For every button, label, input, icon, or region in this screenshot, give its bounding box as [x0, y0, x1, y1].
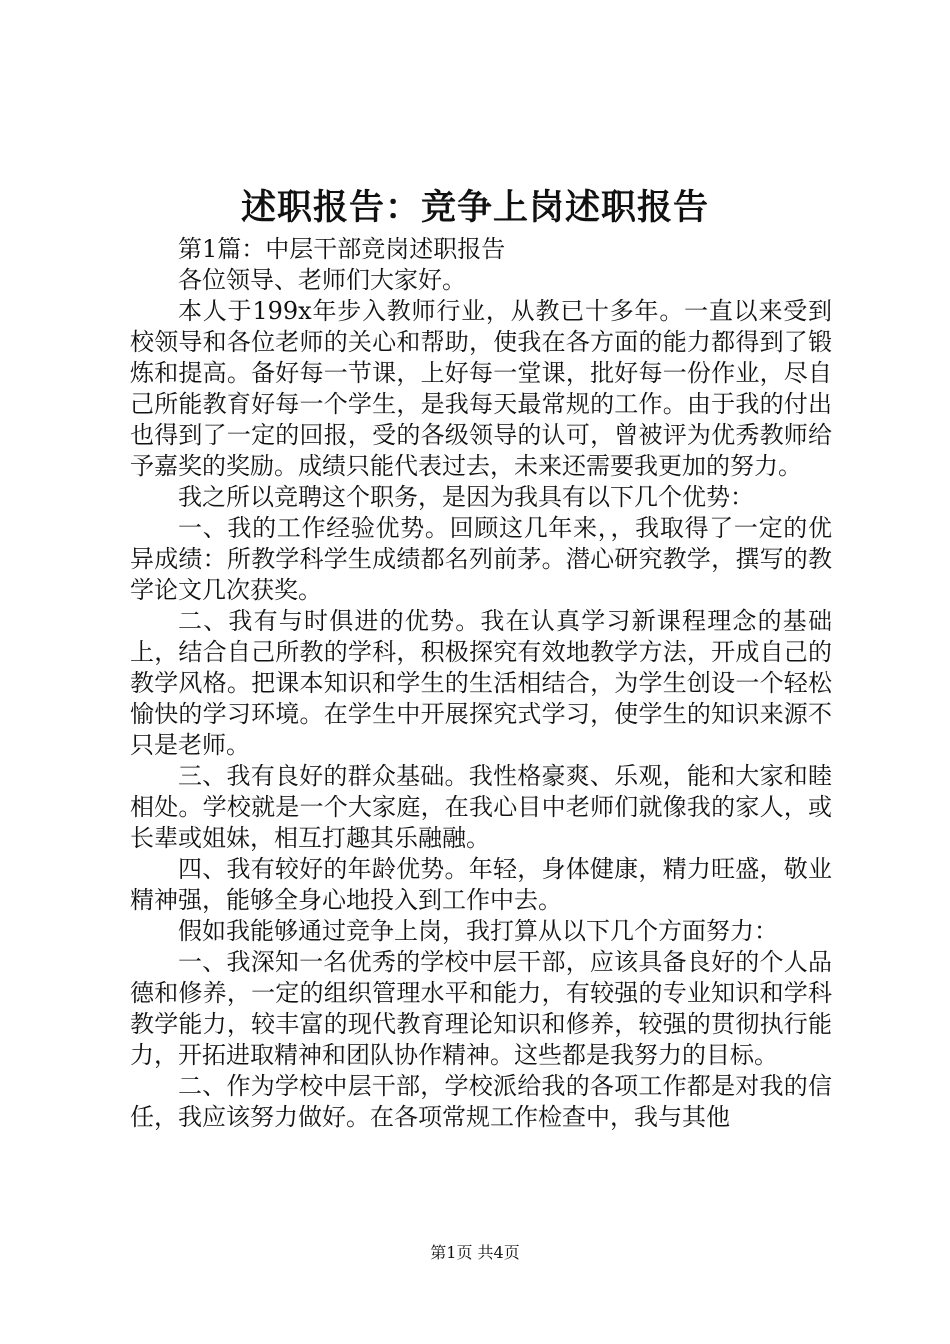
paragraph: 四、我有较好的年龄优势。年轻，身体健康，精力旺盛，敬业精神强，能够全身心地投入到工作中去。 — [130, 855, 832, 914]
paragraph: 三、我有良好的群众基础。我性格豪爽、乐观，能和大家和睦相处。学校就是一个大家庭，在我心目中老师们就像我的家人，或长辈或姐妹，相互打趣其乐融融。 — [130, 762, 832, 852]
paragraph: 一、我的工作经验优势。回顾这几年来，，我取得了一定的优异成绩：所教学科学生成绩都名列前茅。潜心研究教学，撰写的教学论文几次获奖。 — [130, 514, 832, 604]
paragraph: 第1篇：中层干部竞岗述职报告 — [178, 235, 506, 263]
paragraph: 各位领导、老师们大家好。 — [178, 266, 466, 294]
document-title: 述职报告：竞争上岗述职报告 — [240, 188, 709, 228]
document-body — [130, 234, 832, 1133]
paragraph: 我之所以竞聘这个职务，是因为我具有以下几个优势： — [178, 483, 754, 511]
paragraph: 二、作为学校中层干部，学校派给我的各项工作都是对我的信任，我应该努力做好。在各项常规工作检查中，我与其他 — [130, 1072, 832, 1131]
paragraph: 二、我有与时俱进的优势。我在认真学习新课程理念的基础上，结合自己所教的学科，积极探究有效地教学方法，开成自己的教学风格。把课本知识和学生的生活相结合，为学生创设一个轻松愉快的学习环境。在学生中开展探究式学习，使学生的知识来源不只是老师。 — [130, 607, 832, 759]
paragraph: 一、我深知一名优秀的学校中层干部，应该具备良好的个人品德和修养，一定的组织管理水平和能力，有较强的专业知识和学科教学能力，较丰富的现代教育理论知识和修养，较强的贯彻执行能力，开拓进取精神和团队协作精神。这些都是我努力的目标。 — [130, 948, 832, 1069]
page-footer: 第1页 共4页 — [430, 1243, 520, 1262]
paragraph: 假如我能够通过竞争上岗，我打算从以下几个方面努力： — [178, 917, 778, 945]
paragraph: 本人于199x年步入教师行业，从教已十多年。一直以来受到校领导和各位老师的关心和帮助，使我在各方面的能力都得到了锻炼和提高。备好每一节课，上好每一堂课，批好每一份作业，尽自己所能教育好每一个学生，是我每天最常规的工作。由于我的付出也得到了一定的回报，受的各级领导的认可，曾被评为优秀教师给予嘉奖的奖励。成绩只能代表过去，未来还需要我更加的努力。 — [130, 297, 832, 480]
